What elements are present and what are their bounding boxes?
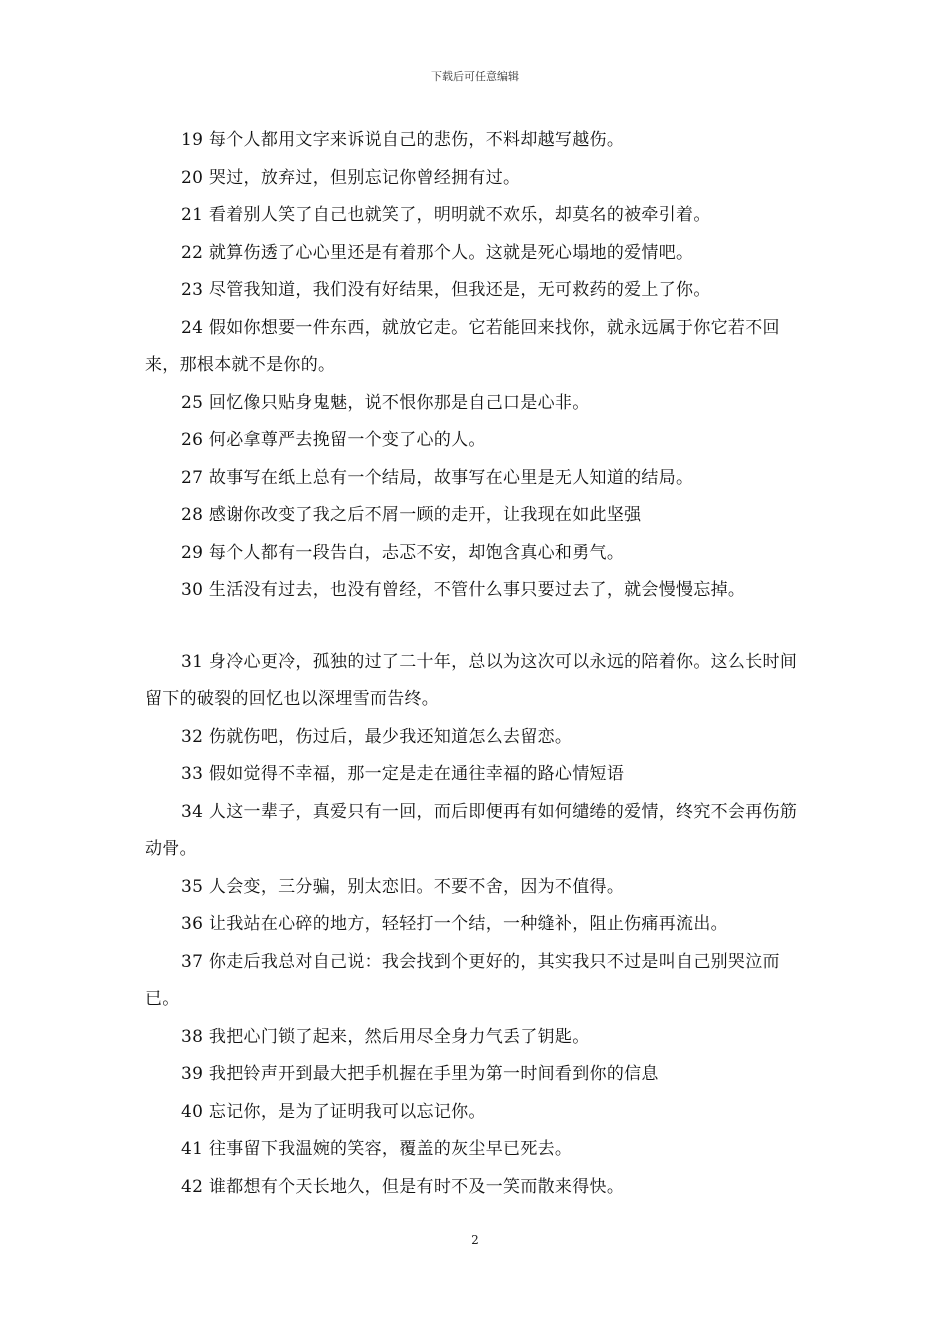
paragraph: 39 我把铃声开到最大把手机握在手里为第一时间看到你的信息 xyxy=(181,1064,659,1084)
paragraph: 22 就算伤透了心心里还是有着那个人。这就是死心塌地的爱情吧。 xyxy=(181,242,694,263)
paragraph-group-2 xyxy=(145,644,807,1207)
paragraph: 29 每个人都有一段告白，忐忑不安，却饱含真心和勇气。 xyxy=(181,542,625,563)
paragraph: 25 回忆像只贴身鬼魅，说不恨你那是自己口是心非。 xyxy=(181,392,590,413)
paragraph-group-1 xyxy=(145,122,807,610)
paragraph: 38 我把心门锁了起来，然后用尽全身力气丢了钥匙。 xyxy=(181,1026,590,1047)
section-spacer xyxy=(145,610,807,644)
paragraph: 26 何必拿尊严去挽留一个变了心的人。 xyxy=(181,430,486,450)
paragraph: 21 看着别人笑了自己也就笑了，明明就不欢乐，却莫名的被牵引着。 xyxy=(181,205,711,225)
paragraph: 41 往事留下我温婉的笑容，覆盖的灰尘早已死去。 xyxy=(181,1139,573,1159)
document-body xyxy=(145,122,807,1206)
paragraph: 20 哭过，放弃过，但别忘记你曾经拥有过。 xyxy=(181,167,521,188)
paragraph: 40 忘记你，是为了证明我可以忘记你。 xyxy=(181,1101,486,1122)
paragraph: 35 人会变，三分骗，别太恋旧。不要不舍，因为不值得。 xyxy=(181,876,625,897)
paragraph: 32 伤就伤吧，伤过后，最少我还知道怎么去留恋。 xyxy=(181,726,573,747)
paragraph: 27 故事写在纸上总有一个结局，故事写在心里是无人知道的结局。 xyxy=(181,467,694,488)
paragraph: 33 假如觉得不幸福，那一定是走在通往幸福的路心情短语 xyxy=(181,764,625,784)
paragraph: 24 假如你想要一件东西，就放它走。它若能回来找你，就永远属于你它若不回来，那根本就不是你的。 xyxy=(145,317,780,375)
paragraph: 23 尽管我知道，我们没有好结果，但我还是，无可救药的爱上了你。 xyxy=(181,280,711,300)
paragraph: 42 谁都想有个天长地久，但是有时不及一笑而散来得快。 xyxy=(181,1176,625,1197)
paragraph: 37 你走后我总对自己说：我会找到个更好的，其实我只不过是叫自己别哭泣而已。 xyxy=(145,951,780,1009)
paragraph: 30 生活没有过去，也没有曾经，不管什么事只要过去了，就会慢慢忘掉。 xyxy=(181,580,746,600)
paragraph: 19 每个人都用文字来诉说自己的悲伤，不料却越写越伤。 xyxy=(181,130,625,150)
paragraph: 36 让我站在心碎的地方，轻轻打一个结，一种缝补，阻止伤痛再流出。 xyxy=(181,914,728,934)
paragraph: 28 感谢你改变了我之后不屑一顾的走开，让我现在如此坚强 xyxy=(181,505,642,525)
paragraph: 34 人这一辈子，真爱只有一回，而后即便再有如何缱绻的爱情，终究不会再伤筋动骨。 xyxy=(145,801,798,859)
page-number: 2 xyxy=(471,1233,479,1247)
page-header: 下载后可任意编辑 xyxy=(431,70,519,83)
paragraph: 31 身冷心更冷，孤独的过了二十年，总以为这次可以永远的陪着你。这么长时间留下的破裂的回忆也以深埋雪而告终。 xyxy=(145,651,798,709)
